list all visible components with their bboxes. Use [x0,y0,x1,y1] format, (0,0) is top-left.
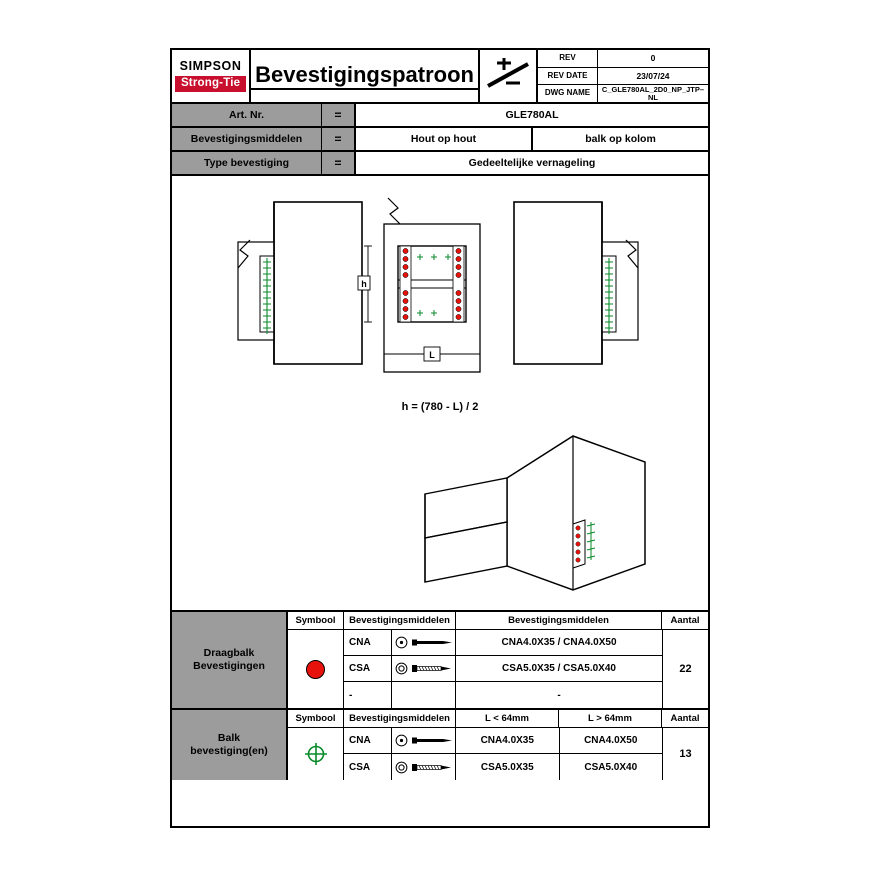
legend1-name-line1: Draagbalk [203,646,255,659]
revision-table [538,50,708,102]
legend2-row0-long: CNA4.0X50 [584,735,638,746]
fasteners-value-1: Hout op hout [356,128,533,150]
legend2-head-fastener: Bevestigingsmiddelen [344,710,456,727]
legend1-symbol-cell [288,630,344,708]
legend2-name [172,710,288,780]
legend1-header-row [288,612,708,630]
rev-date-label: REV DATE [538,68,598,85]
legend2-name-line1: Balk [217,731,241,744]
legend2-head-qty: Aantal [670,713,700,724]
isometric-view [387,418,687,608]
legend1-head-symbol: Symbool [288,612,344,629]
table-row [344,630,662,656]
fastener-column-left [400,246,411,322]
legend1-qty: 22 [662,630,708,708]
nail-head-icon [395,636,408,649]
info-row-fasteners [172,128,708,152]
screw-head-icon [395,662,408,675]
table-row [344,682,662,708]
legend1-row1-code: CSA [344,656,392,681]
legend2-row1-long: CSA5.0X40 [584,761,638,773]
legend1-row1-spec: CSA5.0X35 / CSA5.0X40 [502,663,616,674]
legend-table-draagbalk [172,612,708,710]
nail-side-icon [411,636,453,649]
legend2-row1-short: CSA5.0X35 [456,754,560,780]
legend1-head-fastener: Bevestigingsmiddelen [344,612,456,629]
screw-head-icon [395,761,408,774]
legend1-name [172,612,288,708]
legend1-name-line2: Bevestigingen [193,660,265,672]
fastening-symbol-icon [480,50,536,102]
legend1-row1-picture [392,656,456,681]
legend2-row1-picture [392,754,456,780]
rev-value: 0 [650,52,656,63]
company-logo [172,50,251,102]
legend-table-balk [172,710,708,780]
type-label: Type bevestiging [172,152,322,174]
legend2-row1-code: CSA [344,754,392,780]
logo-strongtie-text: Strong-Tie [175,76,246,92]
table-row [344,656,662,682]
fasteners-equals: = [322,128,356,150]
legend1-head-spec: Bevestigingsmiddelen [456,612,662,629]
legend1-head-qty: Aantal [670,615,700,626]
dwg-name-row [538,85,708,102]
table-row [344,728,662,754]
right-side-view [514,202,638,364]
drawing-sheet [170,48,710,828]
svg-text:L: L [429,350,435,360]
legend1-row2-picture [392,682,456,708]
legend2-row0-code: CNA [344,728,392,753]
info-row-article [172,104,708,128]
type-equals: = [322,152,356,174]
dwg-name-value: C_GLE780AL_2D0_NP_JTP–NL [601,85,705,102]
nail-side-icon [411,734,453,747]
rev-date-value: 23/07/24 [636,70,670,81]
fastener-column-right [453,246,464,322]
table-row [344,754,662,780]
height-formula: h = (780 - L) / 2 [401,401,479,413]
fasteners-label: Bevestigingsmiddelen [172,128,322,150]
legend2-head-len-short: L < 64mm [456,710,559,727]
legend2-symbol-cell [288,728,344,780]
logo-simpson-text: SIMPSON [179,59,242,74]
legend2-row0-picture [392,728,456,753]
dwg-name-label: DWG NAME [538,85,598,102]
article-label: Art. Nr. [172,104,322,126]
legend1-row0-spec: CNA4.0X35 / CNA4.0X50 [501,637,617,648]
rev-label: REV [538,50,598,67]
legend2-qty: 13 [662,728,708,780]
legend1-row0-code: CNA [344,630,392,655]
fasteners-value-2: balk op kolom [585,133,656,145]
legend2-header-row [288,710,708,728]
fastening-symbol-cell [480,50,538,102]
page-title: Bevestigingspatroon [251,62,478,90]
screw-side-icon [411,761,453,774]
legend1-row0-picture [392,630,456,655]
svg-text:h: h [361,279,367,289]
revision-row [538,50,708,68]
nail-head-icon [395,734,408,747]
article-equals: = [322,104,356,126]
legend1-row2-spec: - [557,689,561,701]
type-value: Gedeeltelijke vernageling [468,157,596,169]
legend2-head-len-long: L > 64mm [559,710,662,727]
front-view [358,198,480,372]
legend2-row0-short: CNA4.0X35 [456,728,560,753]
crosshair-symbol-icon [304,742,328,766]
title-block [172,50,708,104]
legend2-head-symbol: Symbool [288,710,344,727]
article-value: GLE780AL [505,109,559,121]
left-side-view [238,202,362,364]
red-circle-symbol-icon [306,660,325,679]
revision-date-row [538,68,708,86]
technical-drawing-area [172,176,708,612]
orthographic-views [172,184,708,414]
sheet-title-cell [251,50,480,102]
screw-side-icon [411,662,453,675]
info-row-type [172,152,708,176]
legend2-name-line2: bevestiging(en) [190,745,268,757]
legend1-row2-code: - [344,682,392,708]
